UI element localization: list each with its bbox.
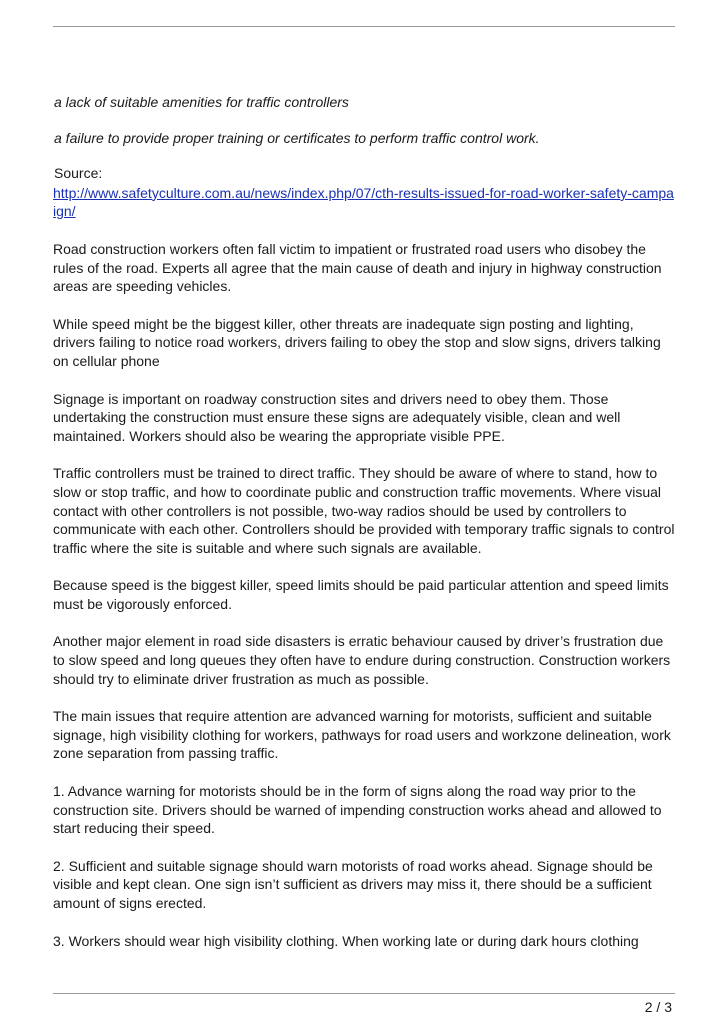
list-item: a lack of suitable amenities for traffic controllers	[54, 94, 349, 110]
paragraph: While speed might be the biggest killer, other threats are inadequate sign posting and lighting, drivers failing to notice road workers, drivers failing to obey the stop and slow signs, drivers talking on cellular phone	[53, 315, 661, 369]
footer-rule	[53, 993, 675, 994]
paragraph: Because speed is the biggest killer, speed limits should be paid particular attention and speed limits must be vigorously enforced.	[53, 577, 669, 612]
page-body	[53, 93, 677, 950]
paragraph: Another major element in road side disasters is erratic behaviour caused by driver’s frustration due to slow speed and long queues they often have to endure during construction. Construction workers should try to eliminate driver frustration as much as possible.	[53, 633, 671, 687]
paragraph: 2. Sufficient and suitable signage should warn motorists of road works ahead. Signage should be visible and kept clean. One sign isn’t sufficient as drivers may miss it, there should be a sufficient amount of signs erected.	[53, 857, 653, 911]
source-label: Source:	[54, 165, 103, 182]
paragraph: 3. Workers should wear high visibility clothing. When working late or during dark hours clothing	[53, 932, 639, 949]
header-rule	[53, 26, 675, 27]
paragraph: The main issues that require attention are advanced warning for motorists, sufficient and suitable signage, high visibility clothing for workers, pathways for road users and workzone delineation, work zone separation from passing traffic.	[53, 708, 671, 762]
page-number: 2 / 3	[644, 999, 672, 1015]
paragraph: Road construction workers often fall victim to impatient or frustrated road users who disobey the rules of the road. Experts all agree that the main cause of death and injury in highway construction areas are speeding vehicles.	[53, 240, 662, 295]
paragraph: Traffic controllers must be trained to direct traffic. They should be aware of where to stand, how to slow or stop traffic, and how to coordinate public and construction traffic movements. Where visual contact with other controllers is not possible, two-way radios should be used by controllers to communicate with each other. Controllers should be provided with temporary traffic signals to control traffic where the site is suitable and where such signals are available.	[53, 465, 675, 556]
paragraph: 1. Advance warning for motorists should be in the form of signs along the road way prior to the construction site. Drivers should be warned of impending construction works ahead and allowed to start reducing their speed.	[53, 783, 662, 837]
list-item: a failure to provide proper training or certificates to perform traffic control work.	[54, 129, 540, 146]
paragraph: Signage is important on roadway construction sites and drivers need to obey them. Those undertaking the construction must ensure these signs are adequately visible, clean and well maintained. Workers should also be wearing the appropriate visible PPE.	[53, 390, 621, 444]
source-link[interactable]: http://www.safetyculture.com.au/news/index.php/07/cth-results-issued-for-road-worker-safety-campaign/	[53, 184, 674, 220]
